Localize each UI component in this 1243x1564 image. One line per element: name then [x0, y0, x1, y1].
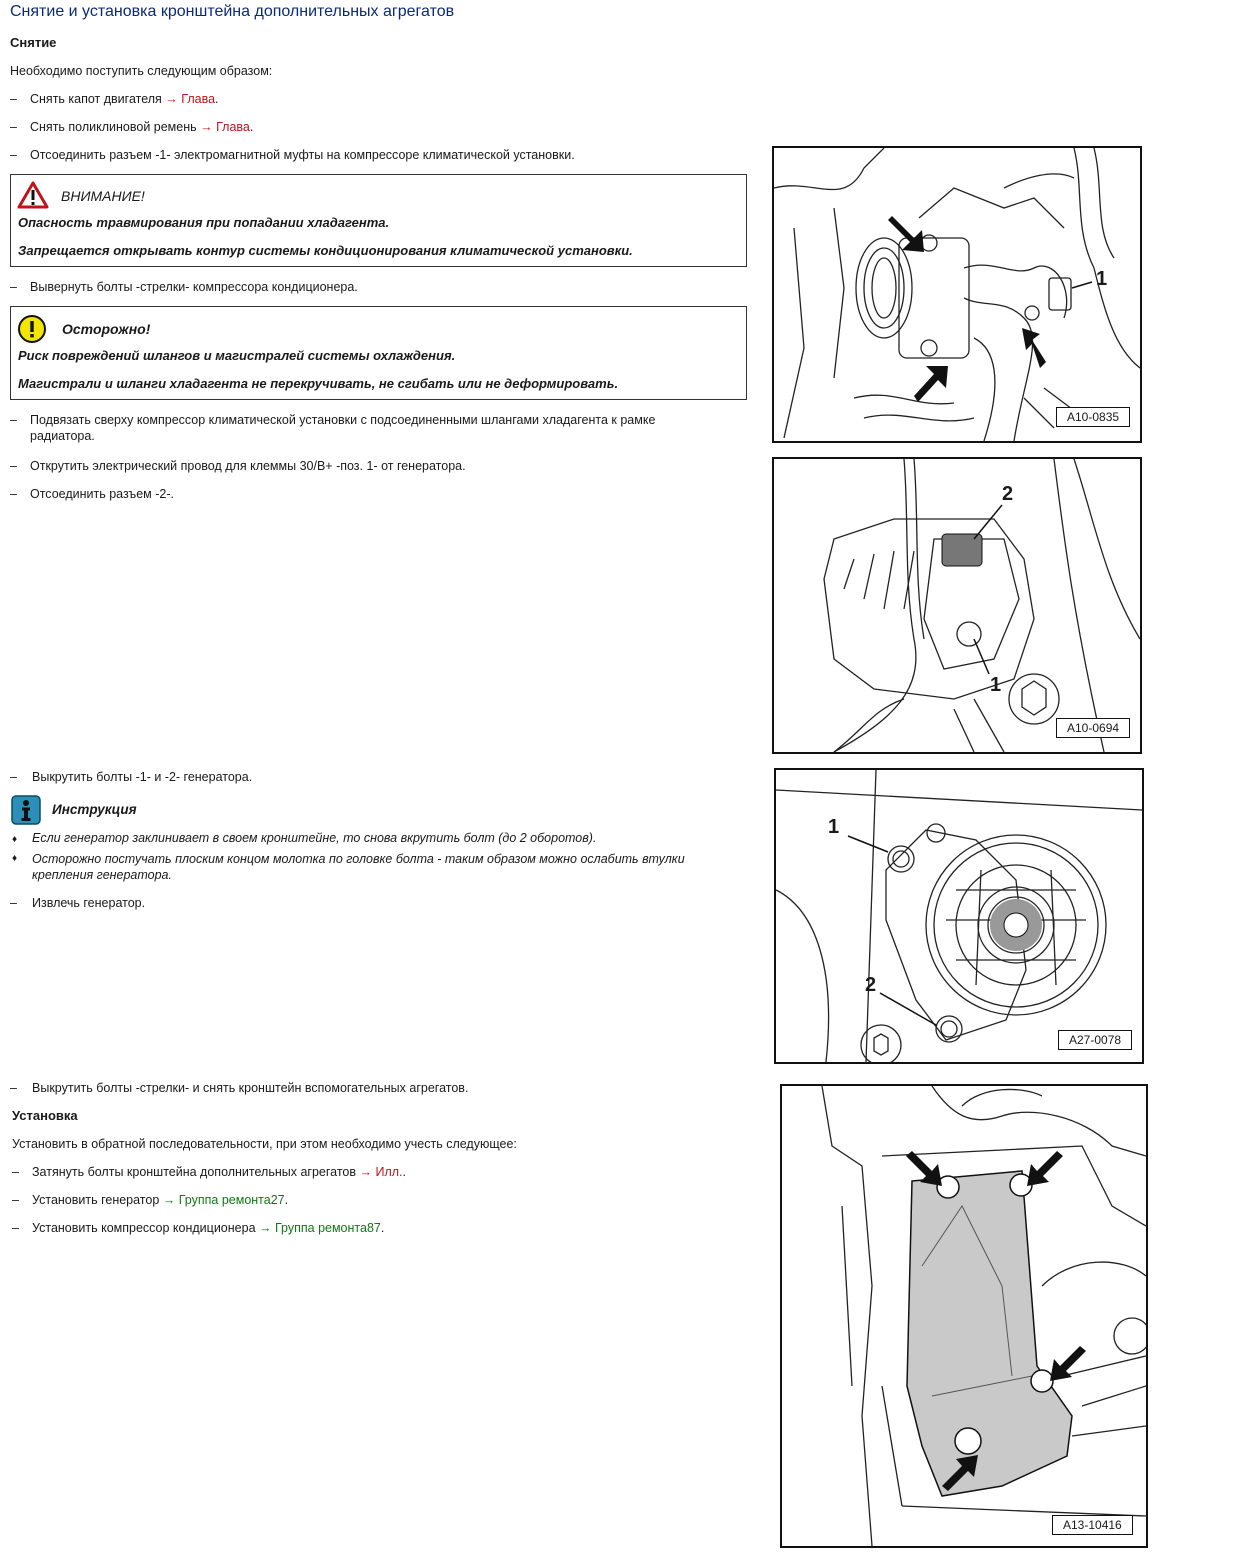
step-text: Вывернуть болты -стрелки- компрессора кондиционера. — [30, 280, 358, 294]
callout-label: 1 — [828, 816, 840, 838]
generator-bolts-illustration — [776, 770, 1142, 1062]
step-suffix: . — [284, 1193, 289, 1207]
step-text: Отсоединить разъем -1- электромагнитной муфты на компрессоре климатической установки. — [30, 148, 575, 162]
step-remove-bracket — [10, 1080, 468, 1096]
step-install-generator — [12, 1192, 288, 1208]
figure-id-label: A13-10416 — [1052, 1515, 1133, 1535]
step-remove-belt — [10, 119, 253, 135]
bracket-illustration — [782, 1086, 1146, 1546]
step-text: Подвязать сверху компрессор климатической установки с подсоединенными шлангами хладагента к рамке радиатора. — [30, 413, 656, 443]
page-title: Снятие и установка кронштейна дополнительных агрегатов — [10, 3, 455, 20]
step-remove-cover — [10, 91, 219, 107]
step-unscrew-generator-bolts — [10, 769, 252, 785]
dash: – — [12, 1193, 19, 1207]
bullet-text: Если генератор заклинивает в своем кронштейне, то снова вкрутить болт (до 2 оборотов). — [32, 831, 597, 845]
link-illustration[interactable]: → Илл. — [359, 1165, 403, 1179]
figure-bracket — [780, 1084, 1148, 1548]
step-text: Затянуть болты кронштейна дополнительных агрегатов — [32, 1165, 360, 1179]
warning-line-2: Запрещается открывать контур системы кондиционирования климатической установки. — [18, 243, 633, 258]
figure-compressor — [772, 146, 1142, 443]
step-suffix: . — [380, 1221, 385, 1235]
step-text: Установить генератор — [32, 1193, 163, 1207]
dash: – — [10, 280, 17, 294]
step-suffix: . — [215, 92, 219, 106]
step-disconnect-connector-2 — [10, 486, 174, 502]
step-text: Установить компрессор кондиционера — [32, 1221, 259, 1235]
step-text: Извлечь генератор. — [32, 896, 146, 910]
step-unscrew-wire — [10, 458, 466, 474]
instruction-bullet — [12, 830, 596, 848]
callout-label: 2 — [1002, 483, 1014, 505]
link-repair-group-87[interactable]: → Группа ремонта87 — [259, 1221, 381, 1235]
generator-wiring-illustration — [774, 459, 1140, 752]
bullet-icon: ♦ — [12, 853, 18, 864]
dash: – — [10, 120, 17, 134]
dash: – — [10, 413, 17, 427]
step-text: Выкрутить болты -1- и -2- генератора. — [32, 770, 253, 784]
warning-box — [10, 174, 747, 267]
bullet-icon: ♦ — [12, 834, 18, 845]
figure-id-label: A10-0835 — [1056, 407, 1130, 427]
caution-line-2: Магистрали и шланги хладагента не перекручивать, не сгибать или не деформировать. — [18, 376, 619, 391]
dash: – — [12, 1221, 19, 1235]
link-chapter[interactable]: → Глава — [165, 92, 216, 106]
dash: – — [10, 487, 17, 501]
step-text: Снять поликлиновой ремень — [30, 120, 201, 134]
caution-box — [10, 306, 747, 400]
bullet-text: Осторожно постучать плоским концом молотка по головке болта - таким образом можно ослабить втулки крепления генератора. — [32, 852, 685, 882]
installation-intro: Установить в обратной последовательности, при этом необходимо учесть следующее: — [12, 1137, 517, 1151]
section-heading-removal: Снятие — [10, 35, 57, 50]
step-text: Открутить электрический провод для клеммы 30/B+ -поз. 1- от генератора. — [30, 459, 466, 473]
figure-generator-bolts — [774, 768, 1144, 1064]
dash: – — [12, 1165, 19, 1179]
step-text: Выкрутить болты -стрелки- и снять кронштейн вспомогательных агрегатов. — [32, 1081, 469, 1095]
callout-label: 1 — [1096, 268, 1108, 290]
instruction-title: Инструкция — [52, 802, 137, 817]
figure-id-label: A10-0694 — [1056, 718, 1130, 738]
dash: – — [10, 92, 17, 106]
link-repair-group-27[interactable]: → Группа ремонта27 — [162, 1193, 285, 1207]
step-text: Снять капот двигателя — [30, 92, 166, 106]
warning-title: ВНИМАНИЕ! — [61, 188, 145, 204]
dash: – — [10, 459, 17, 473]
step-suffix: . — [249, 120, 254, 134]
dash: – — [10, 770, 17, 784]
caution-title: Осторожно! — [62, 321, 151, 337]
figure-generator-wiring — [772, 457, 1142, 754]
instruction-bullet — [12, 851, 712, 883]
dash: – — [10, 896, 17, 910]
step-tie-compressor — [10, 412, 710, 444]
step-text: Отсоединить разъем -2-. — [30, 487, 175, 501]
caution-line-1: Риск повреждений шлангов и магистралей системы охлаждения. — [18, 348, 456, 363]
dash: – — [10, 148, 17, 162]
step-tighten-bracket-bolts — [12, 1164, 406, 1180]
callout-label: 2 — [865, 974, 877, 996]
step-install-compressor — [12, 1220, 384, 1236]
warning-triangle-icon — [17, 181, 49, 209]
figure-id-label: A27-0078 — [1058, 1030, 1132, 1050]
caution-exclamation-icon — [17, 314, 47, 344]
callout-label: 1 — [990, 674, 1002, 696]
link-chapter[interactable]: → Глава — [200, 120, 250, 134]
removal-intro: Необходимо поступить следующим образом: — [10, 64, 273, 78]
step-remove-generator — [10, 895, 145, 911]
compressor-illustration — [774, 148, 1140, 441]
dash: – — [10, 1081, 17, 1095]
info-icon — [11, 795, 41, 825]
warning-line-1: Опасность травмирования при попадании хладагента. — [18, 215, 390, 230]
step-suffix: . — [402, 1165, 406, 1179]
step-unscrew-compressor-bolts — [10, 279, 358, 295]
step-disconnect-connector-1 — [10, 147, 575, 163]
section-heading-installation: Установка — [12, 1108, 78, 1123]
